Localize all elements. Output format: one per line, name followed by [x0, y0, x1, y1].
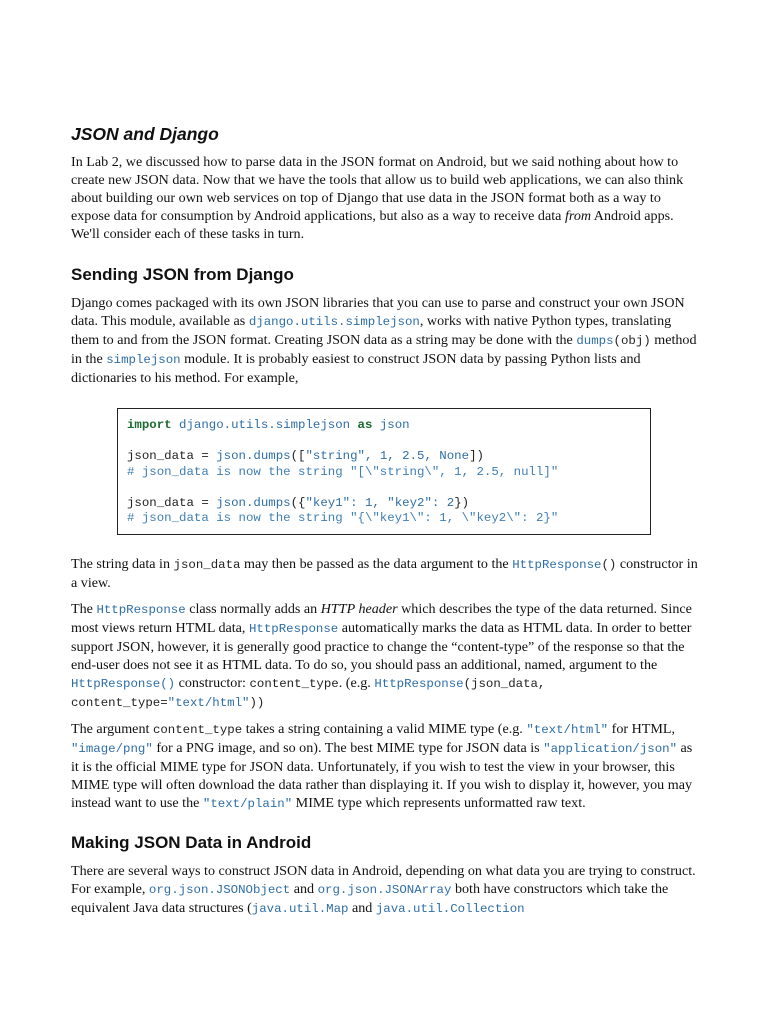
inline-code: (obj): [613, 334, 651, 348]
inline-code: (): [601, 557, 617, 572]
inline-code: )): [249, 695, 265, 710]
text-run: constructor in a view.: [71, 555, 698, 591]
text-run: constructor:: [175, 674, 250, 691]
inline-code: json_data: [173, 557, 241, 572]
text-run: may then be passed as the data argument to the: [240, 555, 513, 572]
inline-code: HttpResponse: [248, 621, 339, 636]
inline-code: "image/png": [71, 741, 153, 756]
section-heading-json-and-django: JSON and Django: [71, 124, 219, 144]
mime-type-paragraph: [71, 720, 701, 813]
inline-code: org.json.JSONArray: [317, 882, 452, 897]
inline-code: org.json.JSONObject: [148, 882, 291, 897]
text-run: In Lab 2, we discussed how to parse data in the JSON format on Android, but we said nothing about how to create new JSON data. Now that we have the tools that allow us to build web applications, we can also think about building our own web services on top of Django that use data in the JSON format both as a way to expose data for consumption by Android applications, but also as a way to receive data: [71, 154, 684, 224]
inline-code: HttpResponse: [96, 602, 186, 617]
text-run: MIME type which represents unformatted raw text.: [292, 794, 586, 811]
text-run: module. It is probably easiest to construct JSON data by passing Python lists and dictionaries to his method. For example,: [71, 351, 641, 386]
inline-code: HttpResponse(): [71, 676, 176, 691]
text-run: . (e.g.: [338, 674, 375, 691]
code-text: json_data =: [127, 495, 217, 510]
inline-code: django.utils.simplejson: [248, 315, 420, 329]
text-run: which describes the type of the data returned. Since most views return HTML data,: [71, 600, 692, 636]
text-run: and: [290, 880, 318, 897]
inline-code: HttpResponse: [374, 676, 464, 691]
text-run: class normally adds an: [185, 600, 321, 617]
code-literal: "string", 1, 2.5, None: [305, 449, 470, 463]
inline-code: dumps: [576, 334, 614, 348]
inline-code: java.util.Collection: [375, 901, 525, 916]
text-run: both have constructors which take the equivalent Java data structures (: [71, 880, 669, 916]
intro-paragraph: [71, 153, 701, 243]
text-run: takes a string containing a valid MIME type (e.g.: [242, 720, 527, 737]
sending-json-paragraph: [71, 294, 701, 387]
code-keyword: import: [127, 418, 172, 432]
inline-code: content_type: [249, 676, 339, 691]
code-call: json.dumps: [216, 495, 291, 510]
document-page: [71, 124, 701, 926]
text-run: method in the: [71, 332, 697, 367]
section-heading-making-json-android: Making JSON Data in Android: [71, 832, 312, 852]
code-comment: # json_data is now the string "{\"key1\": 1, \"key2\": 2}": [127, 511, 559, 525]
text-run: The string data in: [71, 555, 174, 572]
code-alias: json: [372, 418, 410, 432]
emphasis-text: HTTP header: [320, 600, 398, 617]
string-data-paragraph: [71, 555, 701, 592]
section-heading-sending-json: Sending JSON from Django: [71, 265, 294, 284]
inline-code: "text/html": [167, 695, 250, 710]
text-run: , works with native Python types, translating them to and from the JSON format. Creating JSON data as a string may be done with the: [71, 313, 672, 348]
text-run: The: [71, 600, 97, 617]
inline-code: "text/html": [526, 722, 609, 737]
text-run: for HTML,: [608, 720, 676, 737]
inline-code: content_type: [152, 722, 243, 737]
inline-code: java.util.Map: [251, 901, 349, 916]
android-json-paragraph: [71, 862, 701, 918]
http-header-paragraph: [71, 600, 701, 712]
text-run: Android apps. We'll consider each of these tasks in turn.: [71, 208, 674, 242]
code-call: json.dumps: [216, 449, 291, 463]
text-run: and: [348, 899, 376, 916]
text-run: There are several ways to construct JSON data in Android, depending on what data you are trying to construct. For example,: [71, 862, 696, 897]
text-run: automatically marks the data as HTML data. In order to better support JSON, however, it is generally good practice to change the “content-type” of the response so that the end-user does not see it as HTML data. To do so, you should pass an additional, named, argument to the: [71, 619, 692, 673]
inline-code: HttpResponse: [512, 557, 602, 572]
inline-code: simplejson: [106, 353, 181, 367]
code-comment: # json_data is now the string "[\"string\", 1, 2.5, null]": [127, 464, 559, 479]
text-run: for a PNG image, and so on). The best MIME type for JSON data is: [152, 739, 544, 756]
code-text: json_data =: [127, 449, 217, 463]
code-text: ({: [290, 495, 306, 510]
text-run: Django comes packaged with its own JSON libraries that you can use to parse and construct your own JSON data. This module, available as: [71, 295, 685, 329]
text-run: The argument: [71, 720, 153, 737]
code-example-box: [117, 408, 651, 535]
code-module: django.utils.simplejson: [171, 418, 358, 432]
inline-code: "text/plain": [202, 796, 293, 811]
code-text: }): [454, 495, 470, 510]
emphasis-text: from: [564, 208, 592, 224]
code-literal: "key1": 1, "key2": 2: [305, 495, 455, 510]
inline-code: (json_data, content_type=: [71, 676, 546, 710]
inline-code: "application/json": [543, 741, 678, 756]
text-run: as it is the official MIME type for JSON data. Unfortunately, if you wish to test the view in your browser, this MIME type will often download the data rather than displaying it. If you wish to display it, however, you may instead want to use the: [71, 739, 693, 811]
code-text: ]): [469, 449, 484, 463]
code-keyword: as: [357, 418, 373, 432]
code-text: ([: [290, 449, 306, 463]
